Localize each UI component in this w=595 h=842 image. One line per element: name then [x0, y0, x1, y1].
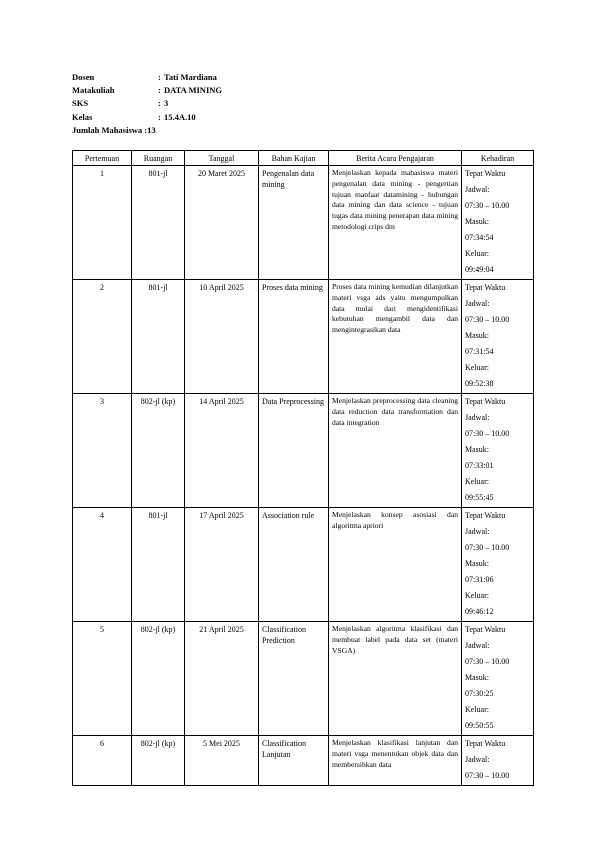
jadwal-value: 07:30 – 10.00 [465, 201, 510, 210]
masuk-value: 07:34:54 [465, 233, 494, 242]
attendance-table [72, 150, 534, 786]
dosen-value: Tati Mardiana [164, 72, 217, 82]
kelas-value: 15.4A.10 [164, 111, 196, 122]
table-header-row [73, 151, 534, 166]
separator: : [158, 85, 161, 96]
kehadiran-cell [462, 508, 534, 622]
table-row [73, 508, 534, 622]
keluar-label: Keluar: [465, 363, 489, 372]
matakuliah-label: Matakuliah [72, 85, 115, 96]
ruangan-cell: 801-jl [132, 280, 185, 394]
status-text: Tepat Waktu [465, 511, 506, 520]
bahan-kajian-cell: Classification Prediction [259, 622, 329, 736]
keluar-value: 09:49:04 [465, 265, 494, 274]
jadwal-value: 07:30 – 10.00 [465, 543, 510, 552]
header-bahan-kajian: Bahan Kajian [259, 151, 329, 166]
ruangan-cell: 802-jl (kp) [132, 394, 185, 508]
meta-row-sks [72, 97, 222, 110]
separator: : [158, 111, 161, 122]
matakuliah-value: DATA MINING [164, 85, 223, 96]
masuk-label: Masuk: [465, 331, 489, 340]
tanggal-cell: 21 April 2025 [185, 622, 259, 736]
kehadiran-cell [462, 166, 534, 280]
tanggal-cell: 14 April 2025 [185, 394, 259, 508]
meta-row-dosen [72, 71, 222, 84]
berita-acara-cell: Menjelaskan preprocessing data cleaning data reduction data transformation dan data integration [329, 394, 462, 508]
keluar-value: 09:52:38 [465, 379, 494, 388]
pertemuan-cell: 5 [73, 622, 132, 736]
keluar-label: Keluar: [465, 705, 489, 714]
bahan-kajian-cell: Association rule [259, 508, 329, 622]
table-row [73, 394, 534, 508]
dosen-label: Dosen [72, 72, 95, 82]
status-text: Tepat Waktu [465, 169, 506, 178]
masuk-label: Masuk: [465, 445, 489, 454]
separator: : [158, 98, 161, 109]
jadwal-value: 07:30 – 10.00 [465, 657, 510, 666]
keluar-label: Keluar: [465, 591, 489, 600]
sks-value: 3 [164, 98, 169, 109]
meta-row-kelas [72, 111, 222, 124]
table-row [73, 736, 534, 786]
jadwal-label: Jadwal: [465, 527, 490, 536]
table-row [73, 166, 534, 280]
meta-row-jumlah [72, 124, 222, 137]
jadwal-value: 07:30 – 10.00 [465, 429, 510, 438]
table-row [73, 280, 534, 394]
header-ruangan: Ruangan [132, 151, 185, 166]
berita-acara-cell: Proses data mining kemudian dilanjutkan materi vsga ads yaitu mengumpulkan data mulai dari mengidentifikasi kebutuhan mengambil data dan mengintegrasikan data [329, 280, 462, 394]
pertemuan-cell: 3 [73, 394, 132, 508]
meta-row-matakuliah [72, 84, 222, 97]
ruangan-cell: 802-jl (kp) [132, 622, 185, 736]
pertemuan-cell: 6 [73, 736, 132, 786]
jadwal-value: 07:30 – 10.00 [465, 315, 510, 324]
keluar-label: Keluar: [465, 477, 489, 486]
bahan-kajian-cell: Classification Lanjutan [259, 736, 329, 786]
keluar-value: 09:55:45 [465, 493, 494, 502]
jadwal-value: 07:30 – 10.00 [465, 771, 510, 780]
masuk-value: 07:31:54 [465, 347, 494, 356]
header-kehadiran: Kehadiran [462, 151, 534, 166]
masuk-value: 07:31:06 [465, 575, 494, 584]
jadwal-label: Jadwal: [465, 299, 490, 308]
status-text: Tepat Waktu [465, 625, 506, 634]
bahan-kajian-cell: Proses data mining [259, 280, 329, 394]
header-berita-acara: Berita Acara Pengajaran [329, 151, 462, 166]
table-row [73, 622, 534, 736]
jumlah-label: Jumlah Mahasiswa [72, 124, 143, 135]
ruangan-cell: 801-jl [132, 166, 185, 280]
header-pertemuan: Pertemuan [73, 151, 132, 166]
course-info [72, 71, 222, 137]
masuk-value: 07:30:25 [465, 689, 494, 698]
ruangan-cell: 801-jl [132, 508, 185, 622]
sks-label: SKS [72, 98, 89, 109]
status-text: Tepat Waktu [465, 283, 506, 292]
masuk-label: Masuk: [465, 217, 489, 226]
kehadiran-cell [462, 394, 534, 508]
jadwal-label: Jadwal: [465, 185, 490, 194]
berita-acara-cell: Menjelaskan klasifikasi lanjutan dan materi vsga menentukan objek data dan membersihkan data [329, 736, 462, 786]
header-tanggal: Tanggal [185, 151, 259, 166]
tanggal-cell: 17 April 2025 [185, 508, 259, 622]
tanggal-cell: 5 Mei 2025 [185, 736, 259, 786]
ruangan-cell: 802-jl (kp) [132, 736, 185, 786]
berita-acara-cell: Menjelaskan algoritma klasifikasi dan membuat label pada data set (materi VSGA) [329, 622, 462, 736]
kehadiran-cell [462, 736, 534, 786]
keluar-value: 09:50:55 [465, 721, 494, 730]
jadwal-label: Jadwal: [465, 641, 490, 650]
berita-acara-cell: Menjelaskan konsep asosiasi dan algoritma apriori [329, 508, 462, 622]
status-text: Tepat Waktu [465, 739, 506, 748]
bahan-kajian-cell: Pengenalan data mining [259, 166, 329, 280]
jadwal-label: Jadwal: [465, 413, 490, 422]
tanggal-cell: 20 Maret 2025 [185, 166, 259, 280]
pertemuan-cell: 4 [73, 508, 132, 622]
bahan-kajian-cell: Data Preprocessing [259, 394, 329, 508]
keluar-label: Keluar: [465, 249, 489, 258]
status-text: Tepat Waktu [465, 397, 506, 406]
tanggal-cell: 10 April 2025 [185, 280, 259, 394]
kehadiran-cell [462, 622, 534, 736]
jumlah-value: 13 [147, 124, 156, 135]
pertemuan-cell: 1 [73, 166, 132, 280]
masuk-label: Masuk: [465, 559, 489, 568]
kelas-label: Kelas [72, 111, 93, 122]
keluar-value: 09:46:12 [465, 607, 494, 616]
separator: : [158, 72, 161, 82]
masuk-label: Masuk: [465, 673, 489, 682]
berita-acara-cell: Menjelaskan kepada mahasiswa materi pengenalan data mining - pengertian tujuan manfaat datamining - hubungan data mining dan data science - tujuan tugas data mining penerapan data mining metodologi crips dm [329, 166, 462, 280]
masuk-value: 07:33:01 [465, 461, 494, 470]
pertemuan-cell: 2 [73, 280, 132, 394]
separator: : [142, 124, 148, 135]
kehadiran-cell [462, 280, 534, 394]
jadwal-label: Jadwal: [465, 755, 490, 764]
